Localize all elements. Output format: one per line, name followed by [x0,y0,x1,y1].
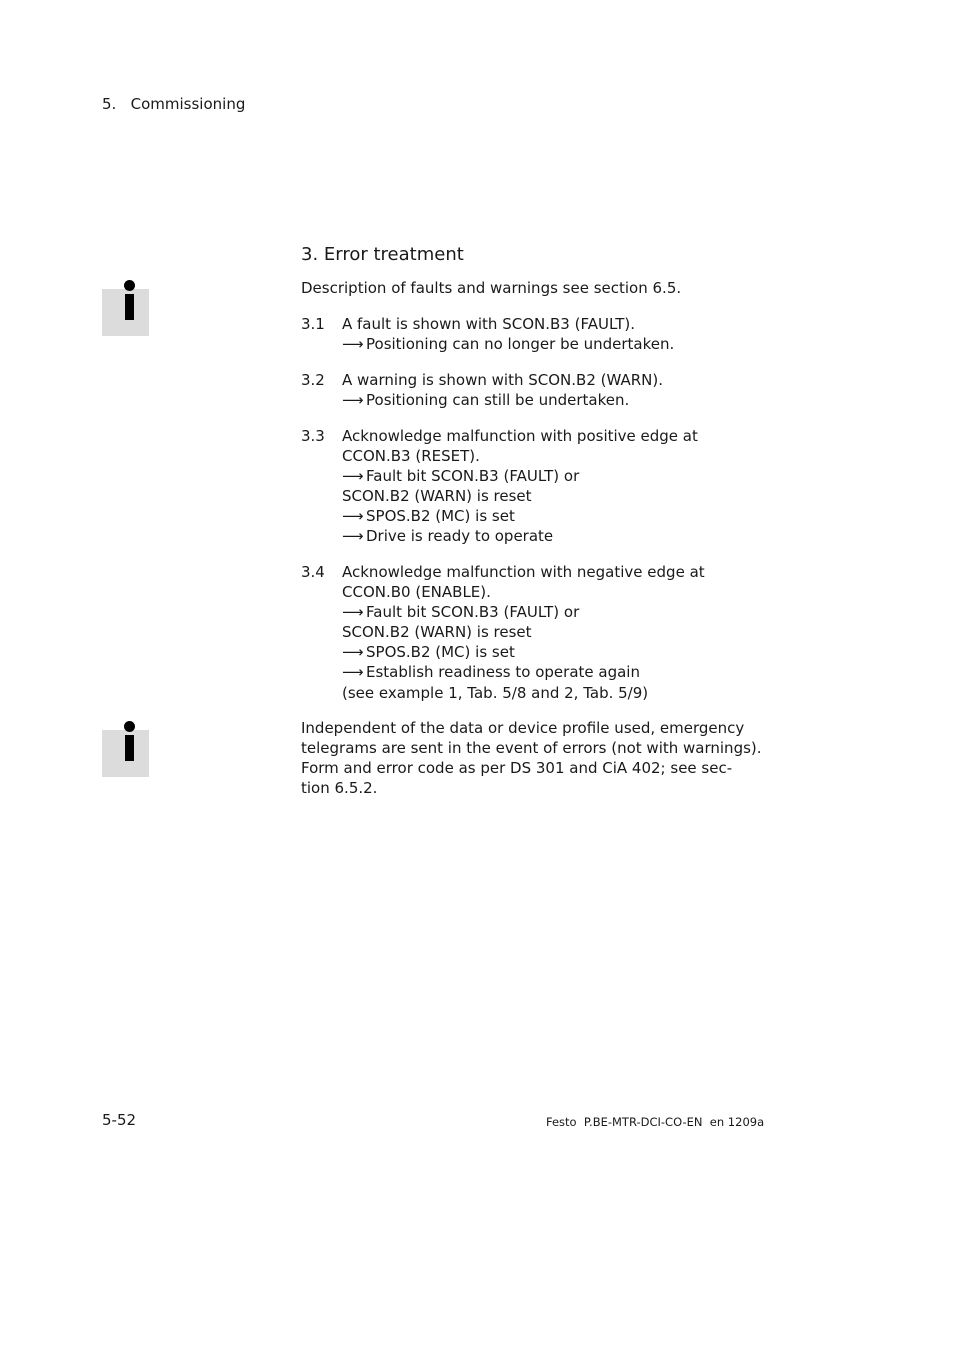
arrow-right-icon: ⟶ [342,335,364,353]
step-line: SCON.B2 (WARN) is reset [342,487,532,505]
step-line: (see example 1, Tab. 5/8 and 2, Tab. 5/9) [342,684,649,702]
step-number: 3.4 [301,563,325,581]
step-line: CCON.B0 (ENABLE). [342,583,491,601]
arrow-right-icon: ⟶ [342,507,364,525]
note-line: telegrams are sent in the event of errors (not with warnings). [301,739,762,757]
arrow-right-icon: ⟶ [342,527,364,545]
info-icon [102,289,149,336]
note-line: Form and error code as per DS 301 and CiA 402; see sec- [301,759,733,777]
step-number: 3.1 [301,315,325,333]
info-icon [102,730,149,777]
step-line: A fault is shown with SCON.B3 (FAULT). [342,315,636,333]
header-section-number: 5. [102,95,117,113]
intro-text: Description of faults and warnings see section 6.5. [301,279,682,297]
page-number: 5-52 [102,1111,137,1129]
step-line: CCON.B3 (RESET). [342,447,480,465]
step-result-line: ⟶ Positioning can still be undertaken. [342,391,630,409]
arrow-right-icon: ⟶ [342,663,364,681]
header-section-title: Commissioning [130,95,246,113]
step-result-line: ⟶ Fault bit SCON.B3 (FAULT) or [342,467,580,485]
arrow-right-icon: ⟶ [342,643,364,661]
step-result-line: ⟶ Drive is ready to operate [342,527,554,545]
section-heading: 3. Error treatment [301,244,464,265]
step-result-line: ⟶ SPOS.B2 (MC) is set [342,643,515,661]
note-line: Independent of the data or device profile used, emergency [301,719,745,737]
arrow-right-icon: ⟶ [342,603,364,621]
arrow-right-icon: ⟶ [342,391,364,409]
step-line: Acknowledge malfunction with negative edge at [342,563,705,581]
step-line: SCON.B2 (WARN) is reset [342,623,532,641]
step-result-line: ⟶ Establish readiness to operate again [342,663,640,681]
step-number: 3.2 [301,371,325,389]
step-result-line: ⟶ Fault bit SCON.B3 (FAULT) or [342,603,580,621]
step-line: A warning is shown with SCON.B2 (WARN). [342,371,664,389]
note-line: tion 6.5.2. [301,779,378,797]
step-number: 3.3 [301,427,325,445]
step-result-line: ⟶ SPOS.B2 (MC) is set [342,507,515,525]
running-header [102,95,245,113]
arrow-right-icon: ⟶ [342,467,364,485]
step-line: Acknowledge malfunction with positive edge at [342,427,698,445]
document-reference: Festo P.BE-MTR-DCI-CO-EN en 1209a [546,1115,765,1129]
step-result-line: ⟶ Positioning can no longer be undertaken. [342,335,675,353]
